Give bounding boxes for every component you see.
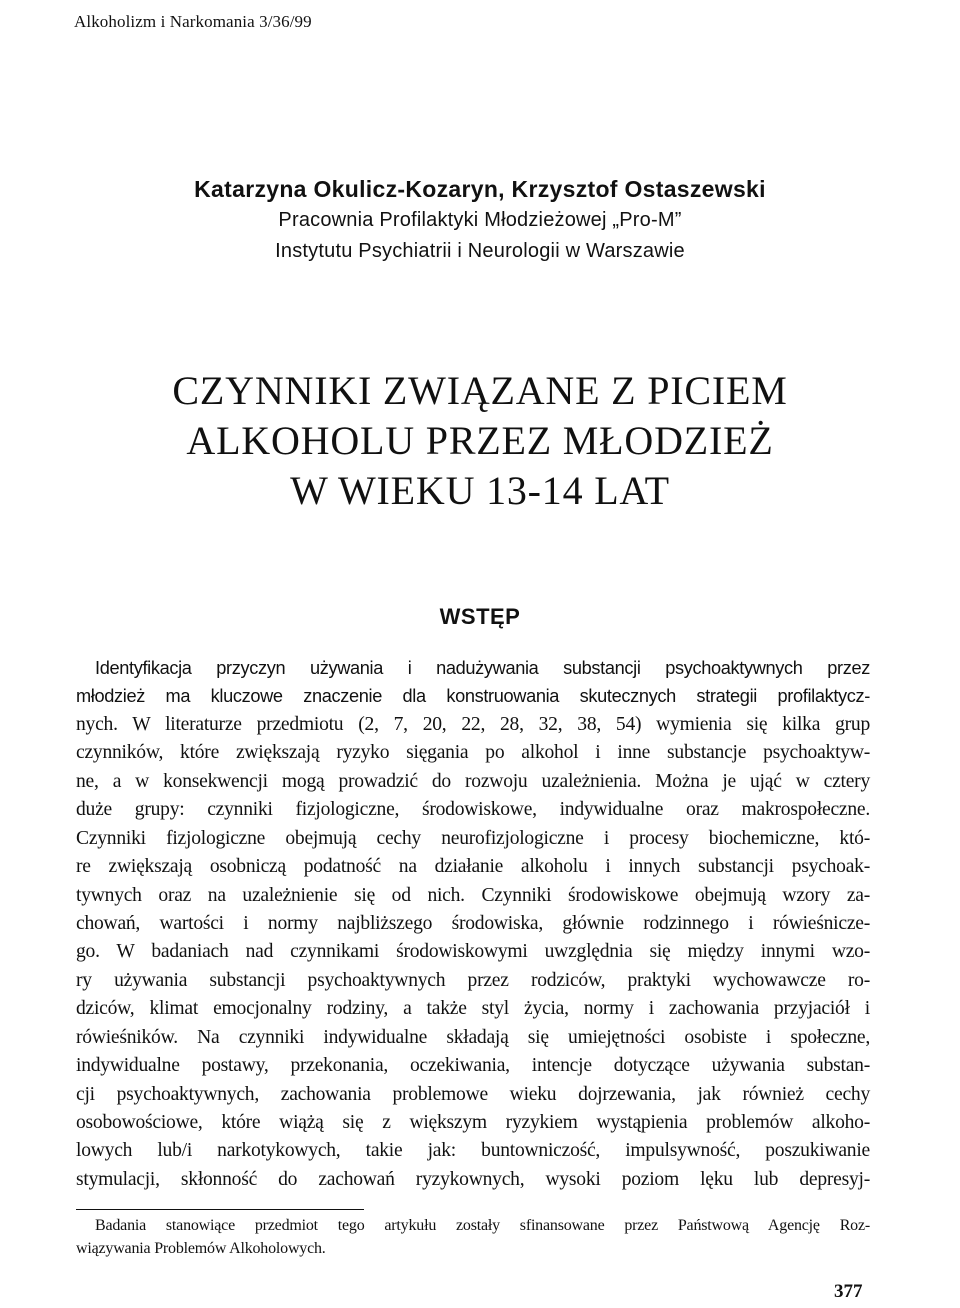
affiliation-line-2: Instytutu Psychiatrii i Neurologii w Warszawie <box>275 240 685 262</box>
author-block <box>0 173 960 267</box>
body-line: indywidualne postawy, przekonania, oczekiwania, intencje dotyczące używania substan- <box>76 1055 870 1077</box>
body-line: czynników, które zwiększają ryzyko sięgania po alkohol i inne substancje psychoaktyw- <box>76 742 870 764</box>
body-paragraph <box>76 654 870 1194</box>
body-line: ry używania substancji psychoaktywnych przez rodziców, praktyki wychowawcze ro- <box>76 969 870 991</box>
footnote-divider <box>76 1209 364 1210</box>
body-line: młodzież ma kluczowe znaczenie dla konstruowania skutecznych strategii profilaktycz- <box>76 686 870 707</box>
body-line: ne, a w konsekwencji mogą prowadzić do rozwoju uzależnienia. Można je ująć w cztery <box>76 770 870 792</box>
footnote-line-1: Badania stanowiące przedmiot tego artykułu zostały sfinansowane przez Państwową Agencję Roz- <box>95 1217 870 1234</box>
page-number: 377 <box>834 1281 863 1302</box>
title-line-2: ALKOHOLU PRZEZ MŁODZIEŻ <box>186 418 774 463</box>
body-line: osobowościowe, które wiążą się z większym ryzykiem wystąpienia problemów alkoho- <box>76 1112 870 1133</box>
body-line: nych. W literaturze przedmiotu (2, 7, 20, 22, 28, 32, 38, 54) wymienia się kilka grup <box>76 713 870 735</box>
body-line: cji psychoaktywnych, zachowania problemowe wieku dojrzewania, jak również cechy <box>76 1083 870 1105</box>
body-line: Identyfikacja przyczyn używania i nadużywania substancji psychoaktywnych przez <box>95 658 870 678</box>
body-line: tywnych oraz na uzależnienie się od nich. Czynniki środowiskowe obejmują wzory za- <box>76 884 870 906</box>
article-title <box>0 366 960 516</box>
footnote <box>76 1214 870 1260</box>
body-line: re zwiększają osobniczą podatność na działanie alkoholu i innych substancji psychoak- <box>76 856 870 878</box>
body-line: go. W badaniach nad czynnikami środowiskowymi uwzględnia się między innymi wzo- <box>76 941 870 963</box>
title-line-1: CZYNNIKI ZWIĄZANE Z PICIEM <box>172 368 788 413</box>
section-heading: WSTĘP <box>439 604 521 629</box>
title-line-3: W WIEKU 13-14 LAT <box>290 468 670 513</box>
body-line: rówieśników. Na czynniki indywidualne składają się umiejętności osobiste i społeczne, <box>76 1026 870 1048</box>
body-line: Czynniki fizjologiczne obejmują cechy neurofizjologiczne i procesy biochemiczne, któ- <box>76 827 870 849</box>
authors: Katarzyna Okulicz-Kozaryn, Krzysztof Ostaszewski <box>194 176 766 202</box>
body-line: duże grupy: czynniki fizjologiczne, środowiskowe, indywidualne oraz makrospołeczne. <box>76 799 870 821</box>
body-line: dziców, klimat emocjonalny rodziny, a także styl życia, normy i zachowania przyjaciół i <box>76 998 870 1020</box>
running-head: Alkoholizm i Narkomania 3/36/99 <box>74 12 312 31</box>
body-line: lowych lub/i narkotykowych, takie jak: buntowniczość, impulsywność, poszukiwanie <box>76 1140 870 1162</box>
footnote-line-2: wiązywania Problemów Alkoholowych. <box>76 1240 326 1257</box>
affiliation-line-1: Pracownia Profilaktyki Młodzieżowej „Pro-M” <box>278 209 682 231</box>
body-line: chowań, wartości i normy najbliższego środowiska, głównie rodzinnego i rówieśnicze- <box>76 912 870 934</box>
body-line: stymulacji, skłonność do zachowań ryzykownych, wysoki poziom lęku lub depresyj- <box>76 1168 870 1190</box>
